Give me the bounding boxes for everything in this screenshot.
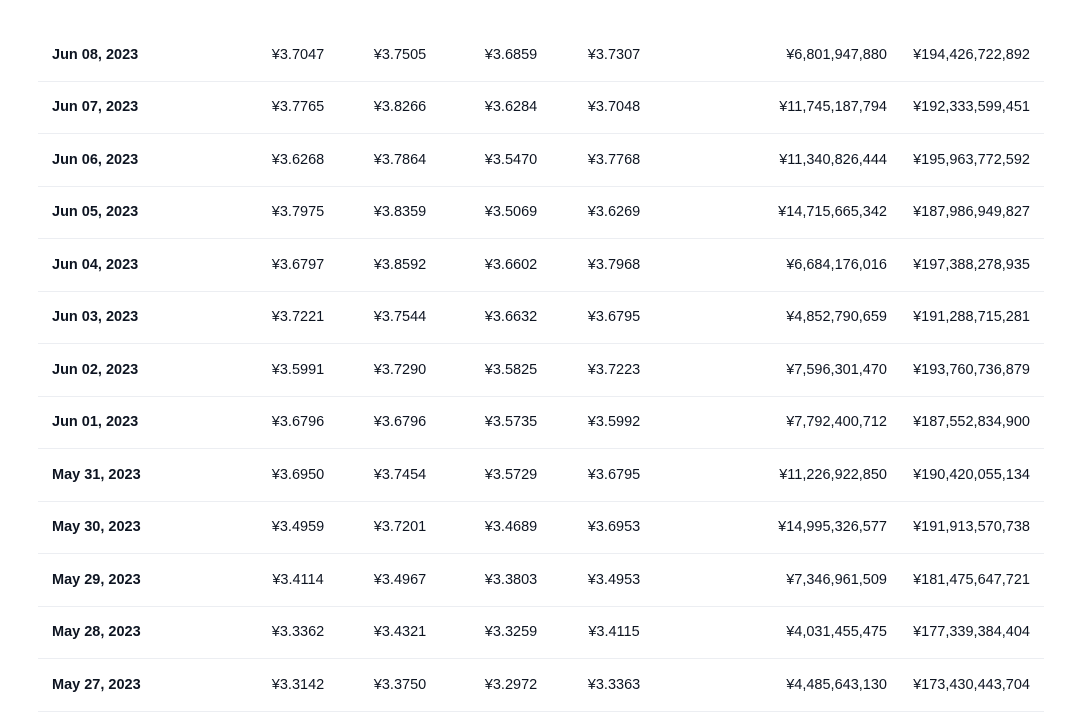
- volume-cell: ¥14,715,665,342: [658, 186, 887, 239]
- volume-cell: ¥7,346,961,509: [658, 554, 887, 607]
- close-price-cell: ¥3.6795: [570, 449, 658, 502]
- volume-cell: ¥11,226,922,850: [658, 449, 887, 502]
- close-price-cell: ¥3.6269: [570, 186, 658, 239]
- close-price-cell: ¥3.7048: [570, 81, 658, 134]
- open-price-cell: ¥3.7765: [248, 81, 348, 134]
- date-cell: Jun 04, 2023: [38, 239, 248, 292]
- table-row: [38, 186, 1044, 239]
- market-cap-cell: ¥192,333,599,451: [887, 81, 1044, 134]
- open-price-cell: ¥3.7221: [248, 291, 348, 344]
- high-price-cell: ¥3.4321: [348, 606, 452, 659]
- table-row: [38, 291, 1044, 344]
- date-cell: May 28, 2023: [38, 606, 248, 659]
- date-cell: Jun 08, 2023: [38, 29, 248, 81]
- low-price-cell: ¥3.6602: [452, 239, 570, 292]
- date-cell: Jun 07, 2023: [38, 81, 248, 134]
- table-row: [38, 239, 1044, 292]
- date-cell: Jun 05, 2023: [38, 186, 248, 239]
- table-row: [38, 449, 1044, 502]
- table-row: [38, 81, 1044, 134]
- close-price-cell: ¥3.7223: [570, 344, 658, 397]
- market-cap-cell: ¥191,913,570,738: [887, 501, 1044, 554]
- open-price-cell: ¥3.4114: [248, 554, 348, 607]
- low-price-cell: ¥3.5825: [452, 344, 570, 397]
- open-price-cell: ¥3.6268: [248, 134, 348, 187]
- close-price-cell: ¥3.7307: [570, 29, 658, 81]
- open-price-cell: ¥3.4959: [248, 501, 348, 554]
- open-price-cell: ¥3.7047: [248, 29, 348, 81]
- market-cap-cell: ¥197,388,278,935: [887, 239, 1044, 292]
- table-row: [38, 344, 1044, 397]
- open-price-cell: ¥3.3142: [248, 659, 348, 712]
- date-cell: Jun 01, 2023: [38, 396, 248, 449]
- date-cell: May 30, 2023: [38, 501, 248, 554]
- close-price-cell: ¥3.3363: [570, 659, 658, 712]
- date-cell: May 27, 2023: [38, 659, 248, 712]
- open-price-cell: ¥3.6950: [248, 449, 348, 502]
- market-cap-cell: ¥187,552,834,900: [887, 396, 1044, 449]
- close-price-cell: ¥3.4115: [570, 606, 658, 659]
- volume-cell: ¥11,745,187,794: [658, 81, 887, 134]
- historical-data-table: [38, 29, 1044, 712]
- date-cell: May 31, 2023: [38, 449, 248, 502]
- table-row: [38, 396, 1044, 449]
- low-price-cell: ¥3.4689: [452, 501, 570, 554]
- close-price-cell: ¥3.5992: [570, 396, 658, 449]
- high-price-cell: ¥3.7454: [348, 449, 452, 502]
- low-price-cell: ¥3.5470: [452, 134, 570, 187]
- historical-data-table-container: [38, 29, 1044, 712]
- market-cap-cell: ¥190,420,055,134: [887, 449, 1044, 502]
- date-cell: Jun 06, 2023: [38, 134, 248, 187]
- low-price-cell: ¥3.6859: [452, 29, 570, 81]
- low-price-cell: ¥3.2972: [452, 659, 570, 712]
- low-price-cell: ¥3.5735: [452, 396, 570, 449]
- table-row: [38, 29, 1044, 81]
- date-cell: Jun 02, 2023: [38, 344, 248, 397]
- volume-cell: ¥4,031,455,475: [658, 606, 887, 659]
- table-body: [38, 29, 1044, 711]
- volume-cell: ¥4,852,790,659: [658, 291, 887, 344]
- table-row: [38, 606, 1044, 659]
- high-price-cell: ¥3.8592: [348, 239, 452, 292]
- high-price-cell: ¥3.7505: [348, 29, 452, 81]
- open-price-cell: ¥3.3362: [248, 606, 348, 659]
- high-price-cell: ¥3.7864: [348, 134, 452, 187]
- close-price-cell: ¥3.7768: [570, 134, 658, 187]
- high-price-cell: ¥3.7201: [348, 501, 452, 554]
- table-row: [38, 554, 1044, 607]
- volume-cell: ¥4,485,643,130: [658, 659, 887, 712]
- close-price-cell: ¥3.4953: [570, 554, 658, 607]
- high-price-cell: ¥3.8266: [348, 81, 452, 134]
- market-cap-cell: ¥187,986,949,827: [887, 186, 1044, 239]
- close-price-cell: ¥3.7968: [570, 239, 658, 292]
- volume-cell: ¥7,596,301,470: [658, 344, 887, 397]
- high-price-cell: ¥3.7290: [348, 344, 452, 397]
- low-price-cell: ¥3.6284: [452, 81, 570, 134]
- high-price-cell: ¥3.8359: [348, 186, 452, 239]
- low-price-cell: ¥3.5729: [452, 449, 570, 502]
- market-cap-cell: ¥181,475,647,721: [887, 554, 1044, 607]
- close-price-cell: ¥3.6795: [570, 291, 658, 344]
- low-price-cell: ¥3.3259: [452, 606, 570, 659]
- open-price-cell: ¥3.5991: [248, 344, 348, 397]
- date-cell: May 29, 2023: [38, 554, 248, 607]
- table-row: [38, 134, 1044, 187]
- volume-cell: ¥7,792,400,712: [658, 396, 887, 449]
- open-price-cell: ¥3.6796: [248, 396, 348, 449]
- high-price-cell: ¥3.6796: [348, 396, 452, 449]
- low-price-cell: ¥3.6632: [452, 291, 570, 344]
- volume-cell: ¥6,684,176,016: [658, 239, 887, 292]
- market-cap-cell: ¥173,430,443,704: [887, 659, 1044, 712]
- volume-cell: ¥11,340,826,444: [658, 134, 887, 187]
- high-price-cell: ¥3.7544: [348, 291, 452, 344]
- date-cell: Jun 03, 2023: [38, 291, 248, 344]
- market-cap-cell: ¥193,760,736,879: [887, 344, 1044, 397]
- market-cap-cell: ¥191,288,715,281: [887, 291, 1044, 344]
- low-price-cell: ¥3.5069: [452, 186, 570, 239]
- market-cap-cell: ¥195,963,772,592: [887, 134, 1044, 187]
- table-row: [38, 501, 1044, 554]
- market-cap-cell: ¥194,426,722,892: [887, 29, 1044, 81]
- close-price-cell: ¥3.6953: [570, 501, 658, 554]
- open-price-cell: ¥3.7975: [248, 186, 348, 239]
- high-price-cell: ¥3.3750: [348, 659, 452, 712]
- high-price-cell: ¥3.4967: [348, 554, 452, 607]
- table-row: [38, 659, 1044, 712]
- volume-cell: ¥14,995,326,577: [658, 501, 887, 554]
- market-cap-cell: ¥177,339,384,404: [887, 606, 1044, 659]
- low-price-cell: ¥3.3803: [452, 554, 570, 607]
- open-price-cell: ¥3.6797: [248, 239, 348, 292]
- volume-cell: ¥6,801,947,880: [658, 29, 887, 81]
